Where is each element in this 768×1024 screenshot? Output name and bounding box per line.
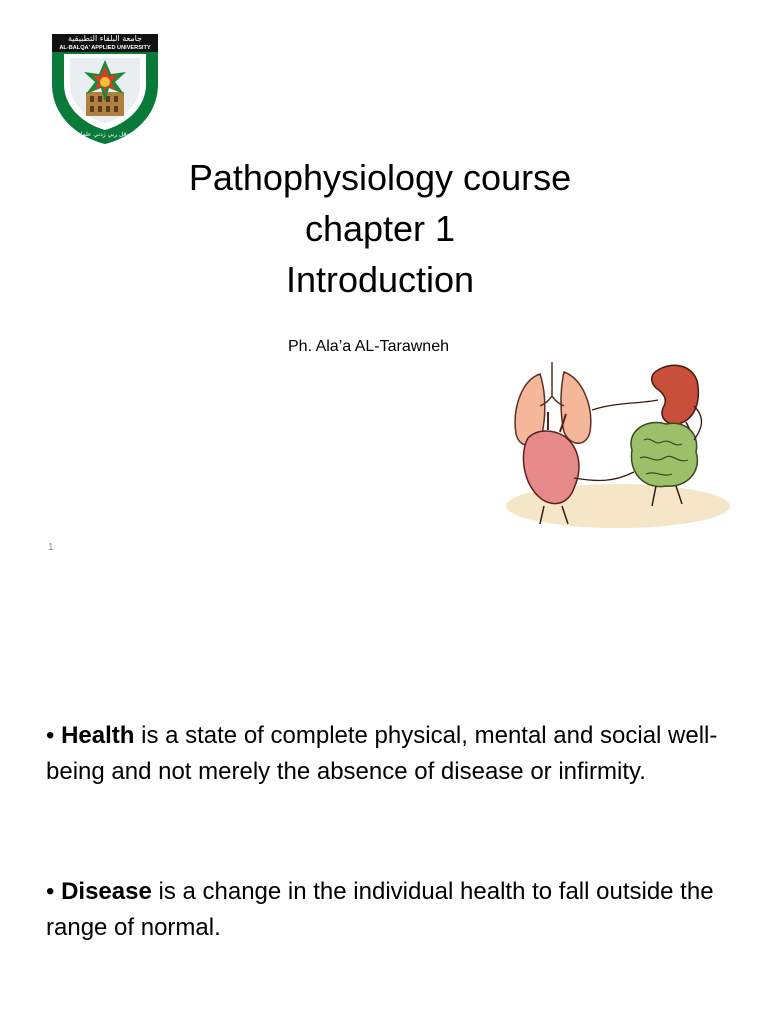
bullet-health: [46, 718, 726, 790]
bullet-marker: •: [46, 722, 55, 749]
title-line-topic: Introduction: [285, 259, 475, 300]
author-name: Ph. Ala’a AL-Tarawneh: [288, 338, 449, 355]
logo-english-text: AL-BALQA' APPLIED UNIVERSITY: [59, 45, 151, 51]
slide-number: 1: [48, 542, 54, 553]
term-disease: Disease: [61, 878, 152, 905]
organs-illustration: [498, 356, 734, 532]
bullet-disease: [46, 874, 726, 946]
logo-motto-text: وقل ربي زدني علما: [80, 131, 130, 138]
title-line-course: Pathophysiology course: [188, 157, 572, 198]
bullet-marker: •: [46, 878, 55, 905]
slide-title: [130, 152, 630, 305]
term-health: Health: [61, 722, 135, 749]
university-logo: [48, 30, 162, 146]
definition-health: is a state of complete physical, mental and social well- being and not merely the absence of disease or infirmity.: [46, 722, 718, 785]
definition-disease: is a change in the individual health to fall outside the range of normal.: [46, 878, 714, 941]
slide-2: [0, 660, 768, 1000]
logo-arabic-text: جامعة البلقاء التطبيقية: [67, 34, 143, 43]
title-line-chapter: chapter 1: [304, 208, 456, 249]
